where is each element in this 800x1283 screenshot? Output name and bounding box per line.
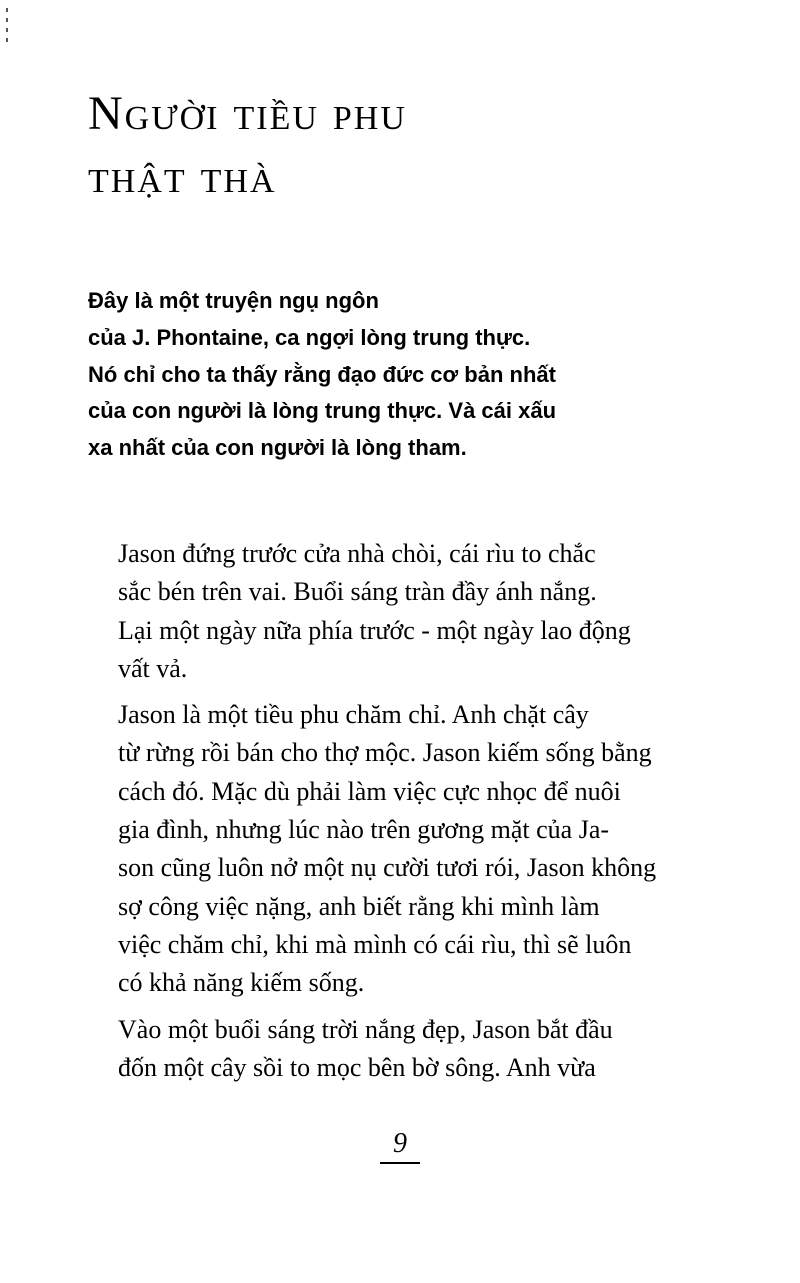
chapter-title-line-2: thật thà <box>88 150 277 203</box>
intro-line: của con người là lòng trung thực. Và cái xấu <box>88 398 557 424</box>
paragraph-line: Jason là một tiều phu chăm chỉ. Anh chặt cây <box>118 700 589 730</box>
paragraph-line: cách đó. Mặc dù phải làm việc cực nhọc để nuôi <box>118 776 621 806</box>
story-body <box>118 535 718 1095</box>
paragraph-line: từ rừng rồi bán cho thợ mộc. Jason kiếm sống bằng <box>118 738 652 768</box>
intro-line: của J. Phontaine, ca ngợi lòng trung thực. <box>88 324 531 350</box>
paragraph-line: sợ công việc nặng, anh biết rằng khi mình làm <box>118 891 600 921</box>
paragraph-line: Vào một buổi sáng trời nắng đẹp, Jason bắt đầu <box>118 1014 613 1044</box>
page-number: 9 <box>380 1128 420 1164</box>
paragraph-line: son cũng luôn nở một nụ cười tươi rói, Jason không <box>118 853 657 883</box>
paragraph-line: vất vả. <box>118 653 188 683</box>
paragraph-3 <box>118 1011 718 1088</box>
paragraph-line: việc chăm chỉ, khi mà mình có cái rìu, thì sẽ luôn <box>118 929 632 959</box>
paragraph-1 <box>118 535 718 688</box>
paragraph-2 <box>118 696 718 1002</box>
paragraph-line: Lại một ngày nữa phía trước - một ngày lao động <box>118 615 631 645</box>
paragraph-line: gia đình, nhưng lúc nào trên gương mặt của Ja- <box>118 815 610 845</box>
paragraph-line: có khả năng kiếm sống. <box>118 968 365 998</box>
paragraph-line: đốn một cây sồi to mọc bên bờ sông. Anh vừa <box>118 1052 596 1082</box>
scan-margin-mark <box>6 8 8 48</box>
intro-line: xa nhất của con người là lòng tham. <box>88 435 467 461</box>
paragraph-line: sắc bén trên vai. Buổi sáng tràn đầy ánh nắng. <box>118 577 597 607</box>
chapter-intro <box>88 283 728 467</box>
chapter-title-line-1: Người tiều phu <box>88 87 407 140</box>
chapter-title <box>88 82 407 208</box>
paragraph-line: Jason đứng trước cửa nhà chòi, cái rìu to chắc <box>118 539 596 568</box>
intro-line: Đây là một truyện ngụ ngôn <box>88 288 379 313</box>
intro-line: Nó chỉ cho ta thấy rằng đạo đức cơ bản nhất <box>88 361 556 387</box>
